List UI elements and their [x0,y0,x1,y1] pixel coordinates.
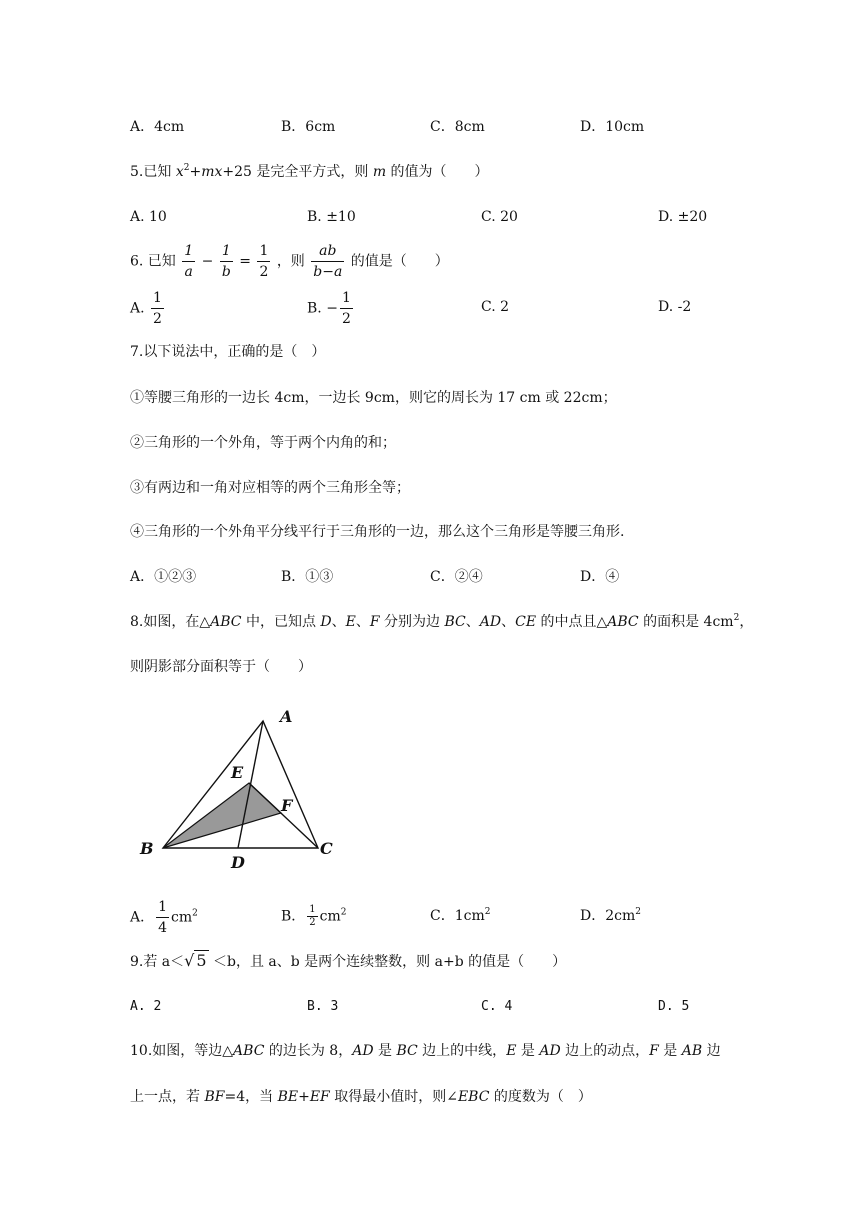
label-c: C [320,839,333,858]
q6-fraction-1-over-2: $\frac{1}{2}$ [259,243,269,280]
q7-statement-4: ④三角形的一个外角平分线平行于三角形的一边，那么这个三角形是等腰三角形. [130,524,625,540]
q6-option-a: A. $\frac{1}{2}$ [130,290,162,327]
q7-option-b: B．①③ [281,569,334,585]
q5-option-a: A. 10 [130,209,167,225]
q4-option-d: D．10cm [580,119,645,135]
label-d: D [231,853,245,872]
q8-option-a: A． $\frac{1}{4}$ $cm^2$ [130,899,198,936]
q7-statement-1: ①等腰三角形的一边长 4cm，一边长 9cm，则它的周长为 17 cm 或 22cm； [130,390,617,406]
label-f: F [281,796,293,815]
q4-option-c: C．8cm [430,119,485,135]
label-b: B [140,839,154,858]
q8-stem-line-2: 则阴影部分面积等于（ ） [130,659,312,675]
q6-option-b: B. − $\frac{1}{2}$ [307,290,351,327]
q5-option-d: D. ±20 [658,209,708,225]
q9-option-c: C. 4 [481,999,513,1014]
q5-option-c: C. 20 [481,209,518,225]
q9-stem: 9.若 a＜√ 5 ＜b，且 a、b 是两个连续整数，则 a+b 的值是（ ） [130,951,567,970]
q6-stem: 6. 已知 $\frac{1}{a}$ − $\frac{1}{b}$ = $\frac{1}{2}$ ，则 $\frac{ab}{b-a}$ 的值是（ ） [130,243,449,280]
q10-stem: 10.如图，等边△ABC 的边长为 8，AD 是 BC 边上的中线，E 是 AD 边上的动点，F 是 AB 边 [130,1043,721,1059]
q8-triangle-figure [130,700,360,875]
q7-option-d: D．④ [580,569,620,585]
q6-fraction-1-over-a: $\frac{1}{a}$ [184,243,194,280]
q5-option-b: B. ±10 [307,209,356,225]
q7-statement-3: ③有两边和一角对应相等的两个三角形全等； [130,480,410,496]
sqrt-5: √ 5 [184,951,207,970]
q5-stem: 5.已知 $x^2+mx+25$ 是完全平方式，则 m 的值为（ ） [130,163,489,180]
q6-fraction-ab-over-b-minus-a: $\frac{ab}{b-a}$ [313,243,343,280]
q8-option-d: D．$2cm^2$ [580,907,641,924]
q9-option-a: A. 2 [130,999,162,1014]
q6-fraction-1-over-b: $\frac{1}{b}$ [221,243,231,280]
q4-option-a: A．4cm [130,119,185,135]
q7-statement-2: ②三角形的一个外角，等于两个内角的和； [130,435,396,451]
q8-stem: 8.如图，在△ABC 中，已知点 D、E、F 分别为边 BC、AD、CE 的中点且△ABC 的面积是 $4cm^2$， [130,613,754,630]
q9-option-b: B. 3 [307,999,339,1014]
q9-option-d: D. 5 [658,999,690,1014]
q6-option-c: C. 2 [481,299,510,315]
label-a: A [280,707,293,726]
q7-option-a: A．①②③ [130,569,197,585]
shaded-triangle-bef [163,783,281,848]
q10-stem-line-2: 上一点，若 BF=4，当 BE+EF 取得最小值时，则∠EBC 的度数为（ ） [130,1089,592,1105]
q8-option-c: C．$1cm^2$ [430,907,491,924]
triangle-abc [163,721,318,848]
q4-option-b: B．6cm [281,119,336,135]
q8-option-b: B． $\frac{1}{2}$ $cm^2$ [281,904,347,928]
q7-stem: 7.以下说法中，正确的是（ ） [130,344,326,360]
q7-option-c: C．②④ [430,569,483,585]
q6-option-d: D. -2 [658,299,692,315]
label-e: E [231,763,244,782]
